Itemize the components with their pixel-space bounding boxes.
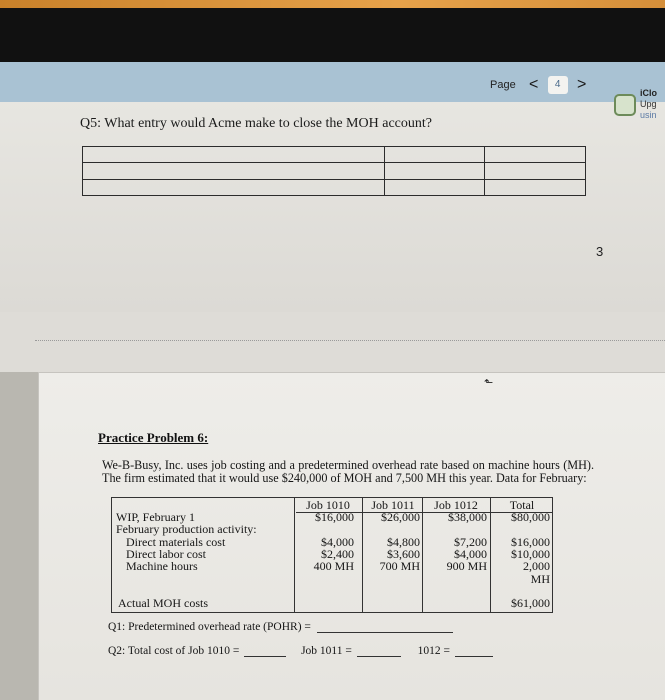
prev-page-icon[interactable]: < [529, 76, 539, 93]
row-label: Direct labor cost [126, 547, 206, 561]
table-cell: $10,000 [511, 547, 550, 561]
notification-line: usin [640, 110, 657, 120]
screen-bezel [0, 8, 665, 64]
column-divider [294, 498, 295, 612]
page-number-field[interactable]: 4 [548, 76, 568, 94]
table-cell: $4,000 [321, 535, 354, 549]
page-gap [0, 312, 665, 372]
q1-answer-blank [317, 632, 453, 633]
row-label: Actual MOH costs [118, 596, 208, 610]
table-cell: $16,000 [511, 535, 550, 549]
page-divider [35, 340, 665, 341]
table-cell: $61,000 [511, 596, 550, 610]
problem-title: Practice Problem 6: [98, 430, 209, 445]
table-cell: $38,000 [448, 510, 487, 524]
q2-job1010-blank [244, 656, 286, 657]
q2-job1011-blank [357, 656, 401, 657]
page-number: 3 [596, 244, 604, 259]
icloud-notification[interactable] [610, 78, 665, 138]
table-cell: 2,000 [523, 559, 550, 573]
question-q5: Q5: What entry would Acme make to close the MOH account? [80, 116, 432, 131]
row-label: Direct materials cost [126, 535, 226, 549]
icloud-app-icon [614, 94, 636, 116]
page-navigator [490, 76, 588, 94]
mouse-cursor-icon: ⬑ [484, 377, 494, 389]
table-cell: 700 MH [379, 559, 420, 573]
table-cell: 900 MH [446, 559, 487, 573]
question-q1 [108, 621, 453, 633]
table-cell: $80,000 [511, 510, 550, 524]
table-cell: 400 MH [313, 559, 354, 573]
table-cell: $16,000 [315, 510, 354, 524]
q2-job1012-text: 1012 = [417, 645, 450, 657]
notification-line: Upg [640, 99, 657, 109]
table-cell-unit: MH [530, 572, 550, 586]
next-page-icon[interactable]: > [577, 76, 587, 93]
table-cell: $3,600 [387, 547, 420, 561]
table-cell: $2,400 [321, 547, 354, 561]
q2-job1012-blank [455, 656, 493, 657]
column-header: Job 1011 [371, 498, 415, 512]
table-cell: $4,800 [387, 535, 420, 549]
table-cell: $4,000 [454, 547, 487, 561]
column-divider [422, 498, 423, 612]
page-label: Page [490, 79, 516, 91]
notification-text [640, 88, 657, 121]
column-divider [490, 498, 491, 612]
table-cell: $7,200 [454, 535, 487, 549]
column-header: Job 1010 [306, 498, 350, 512]
row-label: WIP, February 1 [116, 510, 195, 524]
notification-title: iClo [640, 88, 657, 98]
table-cell: $26,000 [381, 510, 420, 524]
journal-entry-table [82, 146, 586, 196]
column-divider [362, 498, 363, 612]
column-header: Total [509, 498, 535, 512]
q2-job1011-text: Job 1011 = [301, 645, 352, 657]
row-label: Machine hours [126, 559, 198, 573]
problem-paragraph: We-B-Busy, Inc. uses job costing and a predetermined overhead rate based on machine hours (MH). The firm estimated that it would use $240,000 of MOH and 7,500 MH this year. Data for February: [102, 458, 594, 485]
column-header: Job 1012 [434, 498, 478, 512]
top-strip [0, 0, 665, 8]
q2-job1010-text: Q2: Total cost of Job 1010 = [108, 645, 240, 657]
q1-text: Q1: Predetermined overhead rate (POHR) = [108, 621, 311, 633]
question-q2 [108, 645, 493, 657]
data-table [111, 497, 553, 613]
row-label: February production activity: [116, 522, 257, 536]
